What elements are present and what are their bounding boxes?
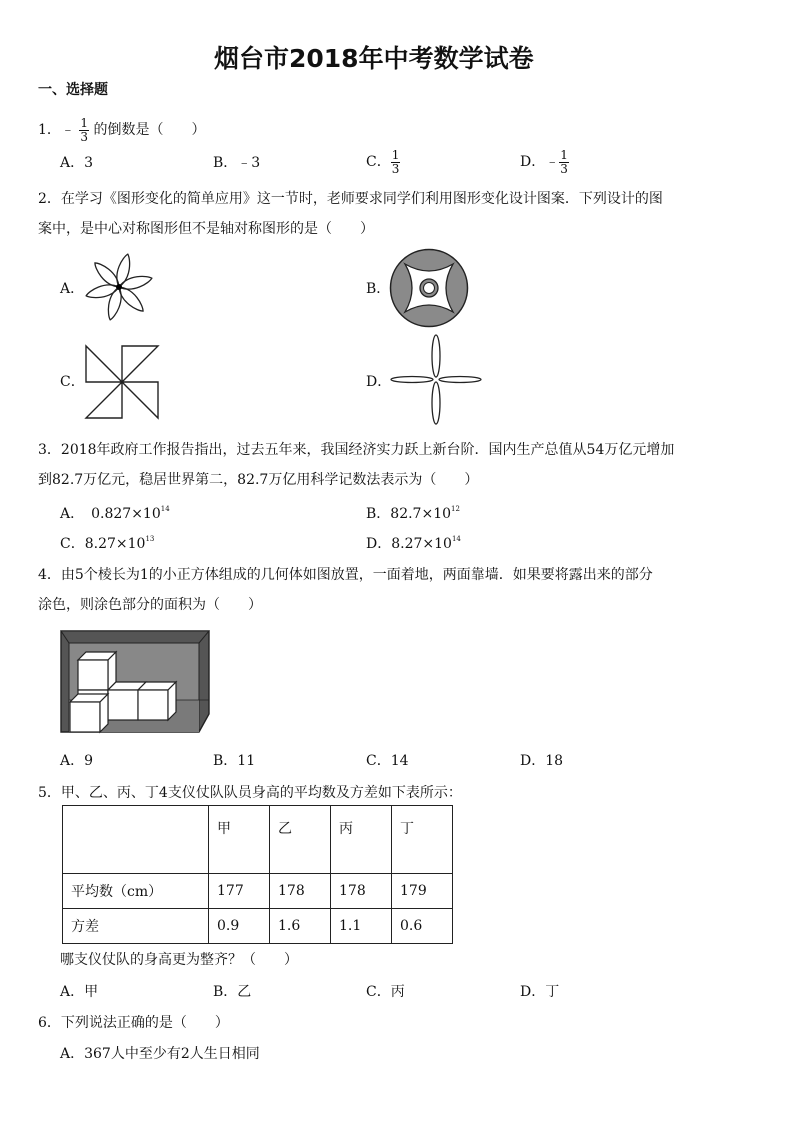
q1-option-c[interactable]: C． $\frac{1}{3}$ <box>366 147 400 176</box>
q4-option-b[interactable]: B．11 <box>213 753 256 769</box>
petal-cross-figure <box>388 334 484 426</box>
q5-option-b[interactable]: B．乙 <box>213 984 252 1000</box>
q5-text: 5．甲、乙、丙、丁4支仪仗队队员身高的平均数及方差如下表所示： <box>38 785 462 801</box>
q5-option-a[interactable]: A．甲 <box>60 984 99 1000</box>
table-row <box>63 909 453 944</box>
q3-option-d[interactable]: D．$8.27\times 10^{14}$ <box>366 535 461 552</box>
q5-option-d[interactable]: D．丁 <box>520 984 560 1000</box>
q4-text-line2: 涂色，则涂色部分的面积为（ ） <box>38 597 262 613</box>
q1-option-a[interactable]: A．3 <box>60 155 94 171</box>
q4-option-d[interactable]: D．18 <box>520 753 564 769</box>
section-heading: 一、选择题 <box>38 82 108 98</box>
table-header-cell: 丁 <box>392 806 453 874</box>
q3-option-b[interactable]: B．$82.7\times 10^{12}$ <box>366 505 460 522</box>
table-cell: 178 <box>270 874 331 909</box>
table-cell: 平均数（cm） <box>63 874 209 909</box>
q3-text-line1: 3．2018年政府工作报告指出，过去五年来，我国经济实力跃上新台阶．国内生产总值从54万亿元增加 <box>38 442 675 458</box>
q2-text-line2: 案中，是中心对称图形但不是轴对称图形的是（ ） <box>38 221 374 237</box>
q3-option-c[interactable]: C．$8.27\times 10^{13}$ <box>60 535 155 552</box>
table-cell: 178 <box>331 874 392 909</box>
q2-option-a[interactable]: A． <box>60 281 85 297</box>
q2-text-line1: 2．在学习《图形变化的简单应用》这一节时，老师要求同学们利用图形变化设计图案．下列设计的图 <box>38 191 663 207</box>
q4-text-line1: 4．由5个棱长为1的小正方体组成的几何体如图放置，一面着地，两面靠墙．如果要将露出来的部分 <box>38 567 653 583</box>
q6-text: 6．下列说法正确的是（ ） <box>38 1015 229 1031</box>
cube-figure <box>60 630 212 734</box>
q3-option-a[interactable]: A． $0.827\times 10^{14}$ <box>60 505 170 522</box>
table-row <box>63 874 453 909</box>
table-header-cell: 甲 <box>209 806 270 874</box>
q1-minus: ﹣ <box>60 122 75 138</box>
table-cell: 177 <box>209 874 270 909</box>
q5-data-table <box>62 805 453 944</box>
q6-option-a[interactable]: A．367人中至少有2人生日相同 <box>60 1046 260 1062</box>
table-header-cell <box>63 806 209 874</box>
table-cell: 1.6 <box>270 909 331 944</box>
table-cell: 0.6 <box>392 909 453 944</box>
q1-text: 的倒数是（ ） <box>93 122 206 138</box>
flower-figure <box>80 246 158 326</box>
q4-option-c[interactable]: C．14 <box>366 753 409 769</box>
coin-figure <box>389 248 469 328</box>
q1-fraction: $\frac{1}{3}$ <box>80 115 89 144</box>
table-cell: 方差 <box>63 909 209 944</box>
table-header-row <box>63 806 453 874</box>
q5-question: 哪支仪仗队的身高更为整齐？（ ） <box>60 952 298 968</box>
q2-option-d[interactable]: D． <box>366 374 392 390</box>
q1-number: 1． <box>38 122 61 138</box>
q5-option-c[interactable]: C．丙 <box>366 984 405 1000</box>
q1-option-d[interactable]: D．﹣ $\frac{1}{3}$ <box>520 147 568 176</box>
q2-option-c[interactable]: C． <box>60 374 85 390</box>
page-title: 烟台市2018年中考数学试卷 <box>214 44 534 73</box>
pinwheel-figure <box>84 344 160 420</box>
table-cell: 1.1 <box>331 909 392 944</box>
q1-option-b[interactable]: B．﹣3 <box>213 155 261 171</box>
table-cell: 0.9 <box>209 909 270 944</box>
question-1 <box>38 113 205 147</box>
q2-option-b[interactable]: B． <box>366 281 391 297</box>
table-cell: 179 <box>392 874 453 909</box>
q4-option-a[interactable]: A．9 <box>60 753 94 769</box>
table-header-cell: 乙 <box>270 806 331 874</box>
q3-text-line2: 到82.7万亿元，稳居世界第二，82.7万亿用科学记数法表示为（ ） <box>38 472 479 488</box>
table-header-cell: 丙 <box>331 806 392 874</box>
